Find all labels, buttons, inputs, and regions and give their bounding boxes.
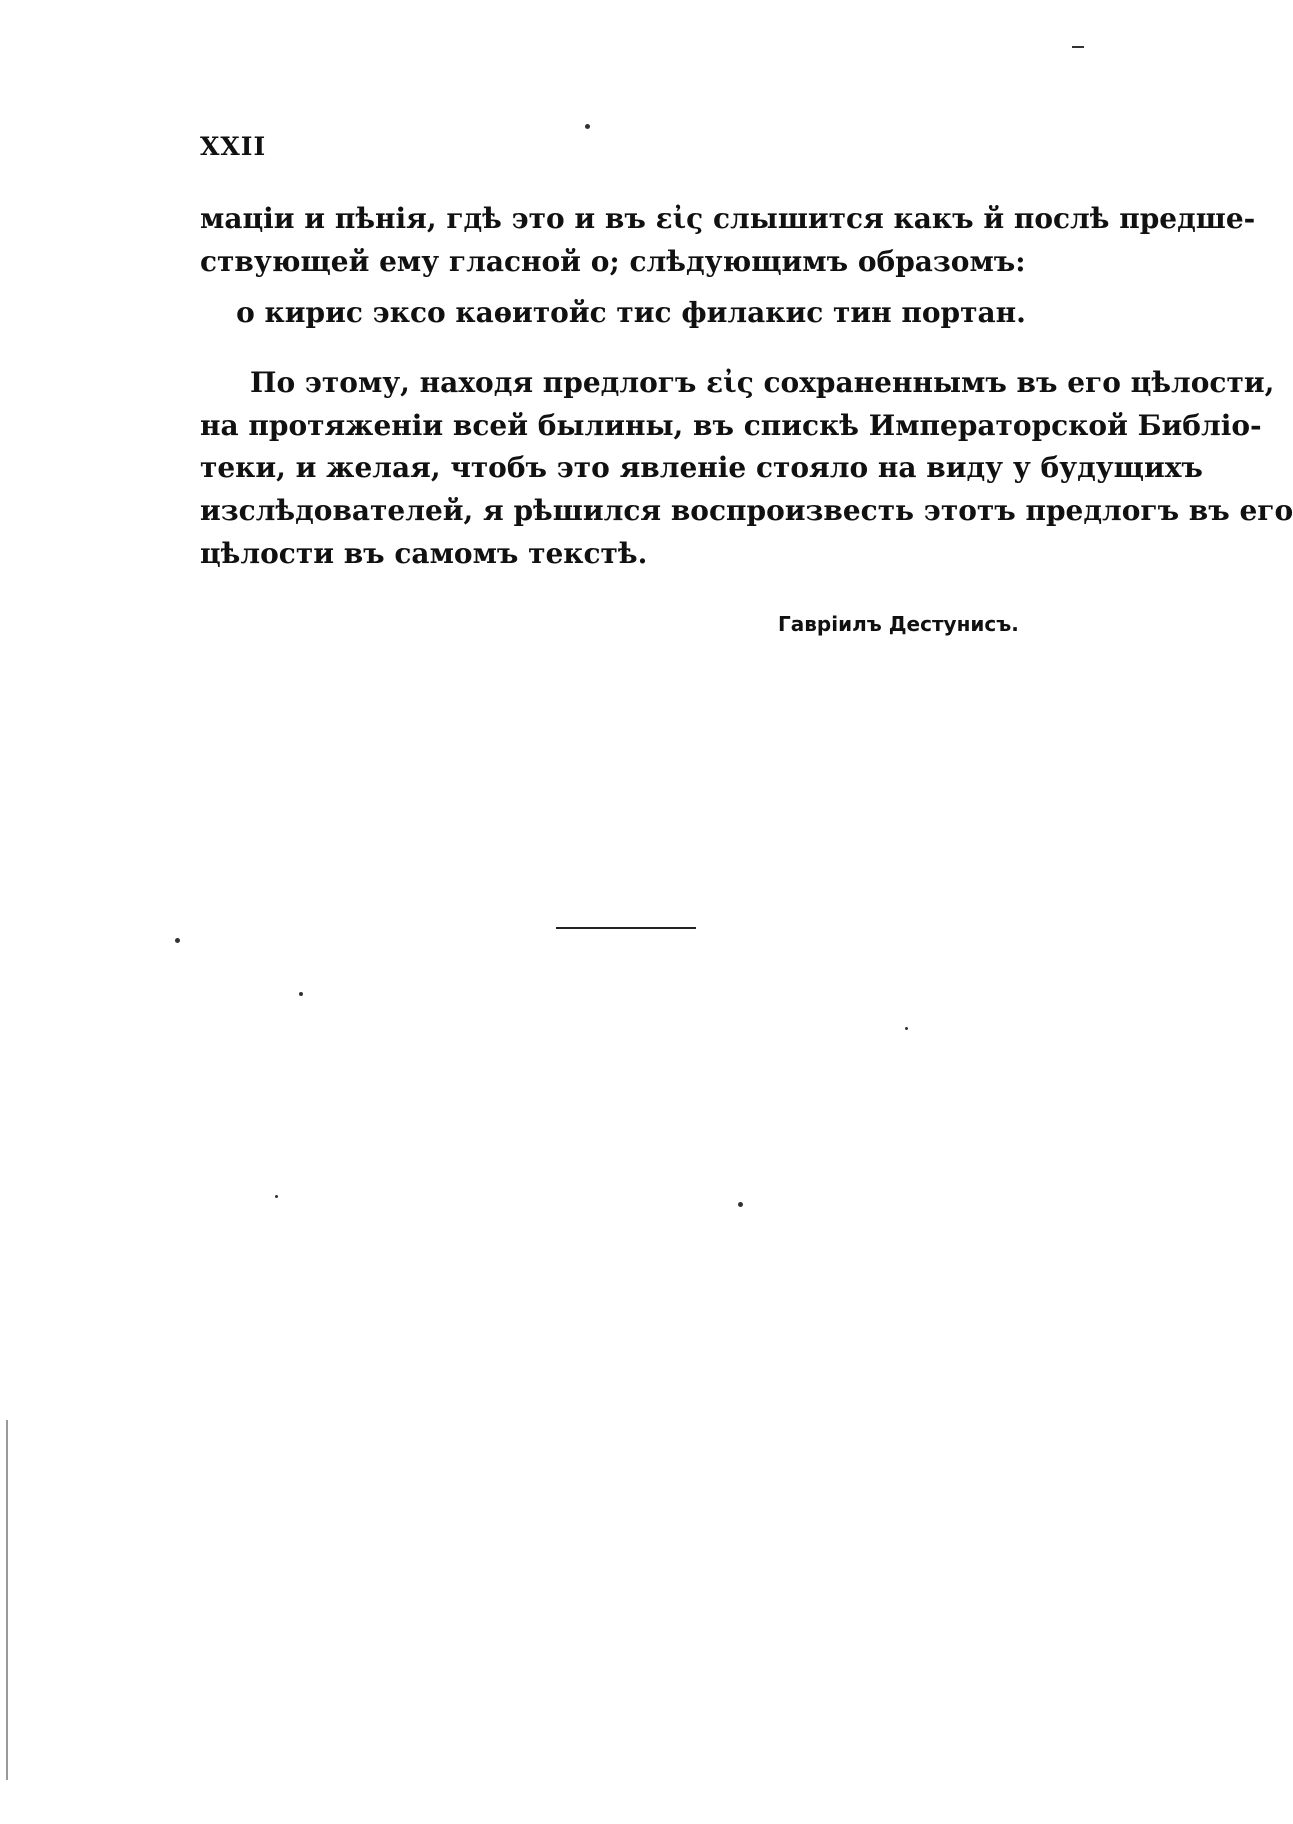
scan-speck: [175, 938, 180, 943]
scan-speck: [1072, 46, 1084, 48]
scan-speck: [585, 124, 590, 129]
scan-edge: [6, 1420, 8, 1780]
scan-speck: [905, 1027, 908, 1030]
paragraph-2-line-5: цѣлости въ самомъ текстѣ.: [200, 537, 648, 570]
signature: Гаврiилъ Дестунисъ.: [778, 612, 1019, 636]
verse-transliteration: о кирис эксо каѳитойс тис филакис тин портан.: [236, 296, 1026, 329]
scan-speck: [299, 992, 303, 996]
paragraph-2-line-4: изслѣдователей, я рѣшился воспроизвесть этотъ предлогъ въ его: [200, 494, 1293, 527]
paragraph-1-line-1: мацiи и пѣнiя, гдѣ это и въ εἰς слышится какъ й послѣ предше-: [200, 202, 1256, 235]
scan-speck: [738, 1202, 743, 1207]
paragraph-2-line-1: По этому, находя предлогъ εἰς сохраненнымъ въ его цѣлости,: [250, 366, 1275, 399]
paragraph-2-line-3: теки, и желая, чтобъ это явленiе стояло на виду у будущихъ: [200, 451, 1203, 484]
closing-rule: [556, 927, 696, 929]
paragraph-2-line-2: на протяженiи всей былины, въ спискѣ Императорской Библiо-: [200, 409, 1262, 442]
scan-speck: [275, 1195, 278, 1198]
paragraph-1-line-2: ствующей ему гласной о; слѣдующимъ образомъ:: [200, 245, 1026, 278]
page-number: XXII: [200, 132, 267, 161]
